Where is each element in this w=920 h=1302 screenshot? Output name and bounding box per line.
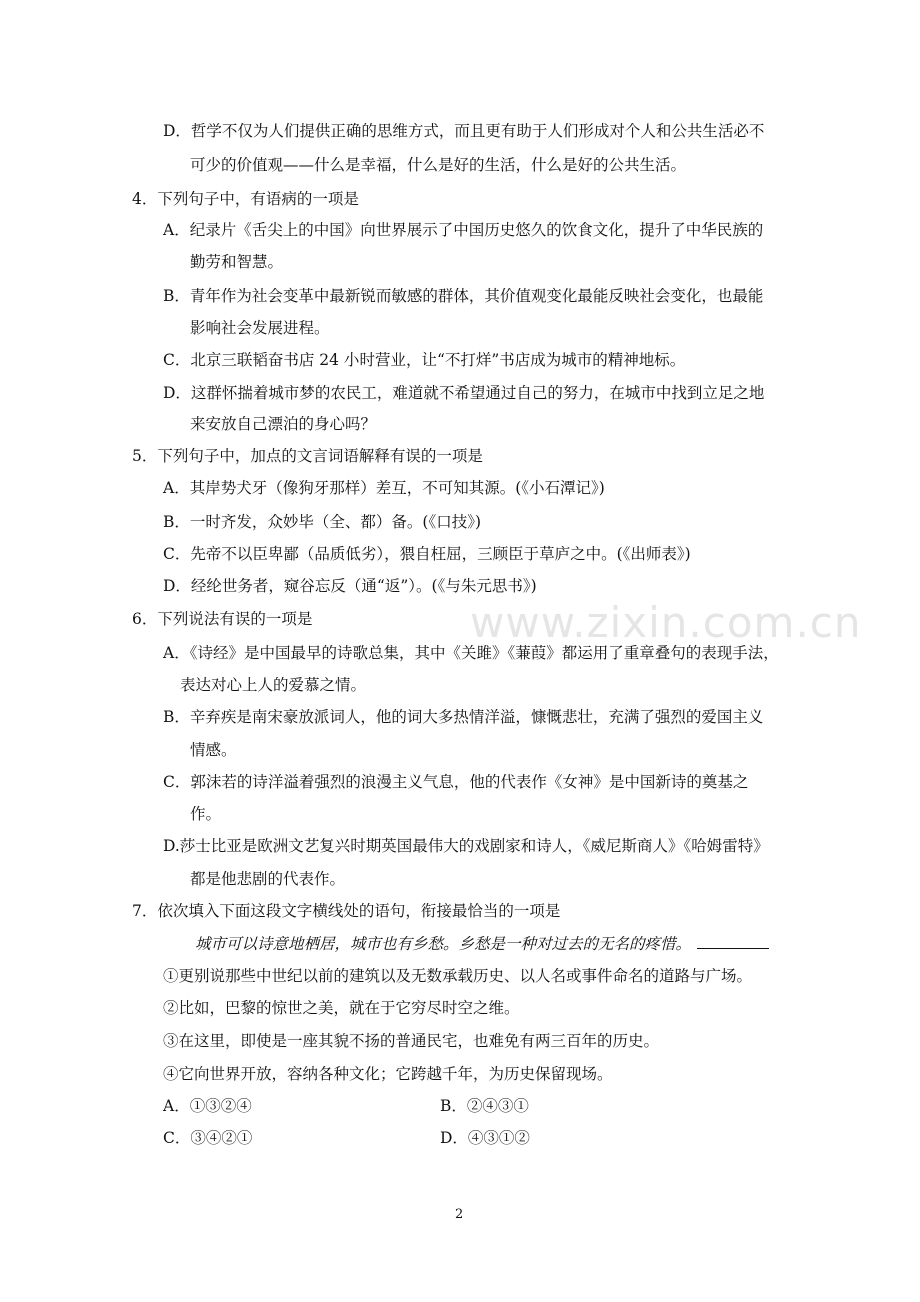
q6-option-b-cont: 情感。 xyxy=(190,741,237,759)
q6-option-a: A．《诗经》是中国最早的诗歌总集，其中《关雎》《蒹葭》都运用了重章叠句的表现手法， xyxy=(163,644,779,662)
q4-option-a-cont: 勤劳和智慧。 xyxy=(190,253,284,271)
q5-option-c: C．先帝不以臣卑鄙（品质低劣），猥自枉屈，三顾臣于草庐之中。(《出师表》) xyxy=(163,545,691,563)
q3-option-d-cont: 可少的价值观——什么是幸福，什么是好的生活，什么是好的公共生活。 xyxy=(190,156,687,174)
q7-sentence-2: ②比如，巴黎的惊世之美，就在于它穷尽时空之维。 xyxy=(163,999,520,1017)
q6-option-c: C．郭沫若的诗洋溢着强烈的浪漫主义气息，他的代表作《女神》是中国新诗的奠基之 xyxy=(163,773,749,791)
q4-option-a: A．纪录片《舌尖上的中国》向世界展示了中国历史悠久的饮食文化，提升了中华民族的 xyxy=(163,221,764,239)
q5-option-b: B．一时齐发，众妙毕（全、都）备。(《口技》) xyxy=(163,513,481,531)
q4-option-b-cont: 影响社会发展进程。 xyxy=(190,319,330,337)
watermark-text: www.zixin.com.cn xyxy=(470,598,862,647)
q5-stem: 5．下列句子中，加点的文言词语解释有误的一项是 xyxy=(132,447,483,465)
q7-sentence-3: ③在这里，即使是一座其貌不扬的普通民宅，也难免有两三百年的历史。 xyxy=(163,1032,660,1050)
q7-option-c: C．③④②① xyxy=(163,1129,253,1147)
q6-option-a-cont: 表达对心上人的爱慕之情。 xyxy=(180,676,367,694)
q7-option-b: B．②④③① xyxy=(440,1097,529,1115)
q7-blank-line xyxy=(697,934,769,949)
q5-option-d: D．经纶世务者，窥谷忘反（通“返”）。(《与朱元思书》) xyxy=(163,577,537,595)
q4-option-d: D．这群怀揣着城市梦的农民工，难道就不希望通过自己的努力，在城市中找到立足之地 xyxy=(163,384,765,402)
q4-option-b: B．青年作为社会变革中最新锐而敏感的群体，其价值观变化最能反映社会变化，也最能 xyxy=(163,287,764,305)
q7-sentence-1: ①更别说那些中世纪以前的建筑以及无数承载历史、以人名或事件命名的道路与广场。 xyxy=(163,967,753,985)
q4-option-c: C．北京三联韬奋书店 24 小时营业，让“不打烊”书店成为城市的精神地标。 xyxy=(163,351,686,369)
q4-option-d-cont: 来安放自己漂泊的身心吗？ xyxy=(190,415,377,433)
q7-stem: 7．依次填入下面这段文字横线处的语句，衔接最恰当的一项是 xyxy=(132,902,561,920)
page-number: 2 xyxy=(455,1207,464,1222)
q3-option-d: D．哲学不仅为人们提供正确的思维方式，而且更有助于人们形成对个人和公共生活必不 xyxy=(163,122,765,140)
q7-sentence-4: ④它向世界开放，容纳各种文化；它跨越千年，为历史保留现场。 xyxy=(163,1065,613,1083)
q7-passage xyxy=(195,934,769,954)
q5-option-a: A．其岸势犬牙（像狗牙那样）差互，不可知其源。(《小石潭记》) xyxy=(163,479,605,497)
q7-option-d: D．④③①② xyxy=(440,1129,530,1147)
q7-option-a: A．①③②④ xyxy=(163,1097,252,1115)
q4-stem: 4．下列句子中，有语病的一项是 xyxy=(132,190,359,208)
q6-option-c-cont: 作。 xyxy=(190,805,222,823)
q6-option-b: B．辛弃疾是南宋豪放派词人，他的词大多热情洋溢，慷慨悲壮，充满了强烈的爱国主义 xyxy=(163,708,764,726)
q6-stem: 6．下列说法有误的一项是 xyxy=(132,610,313,628)
q6-option-d-cont: 都是他悲剧的代表作。 xyxy=(190,870,346,888)
q6-option-d: D.莎士比亚是欧洲文艺复兴时期英国最伟大的戏剧家和诗人，《威尼斯商人》《哈姆雷特》 xyxy=(163,837,769,855)
q7-passage-text: 城市可以诗意地栖居，城市也有乡愁。乡愁是一种对过去的无名的疼惜。 xyxy=(195,935,692,953)
